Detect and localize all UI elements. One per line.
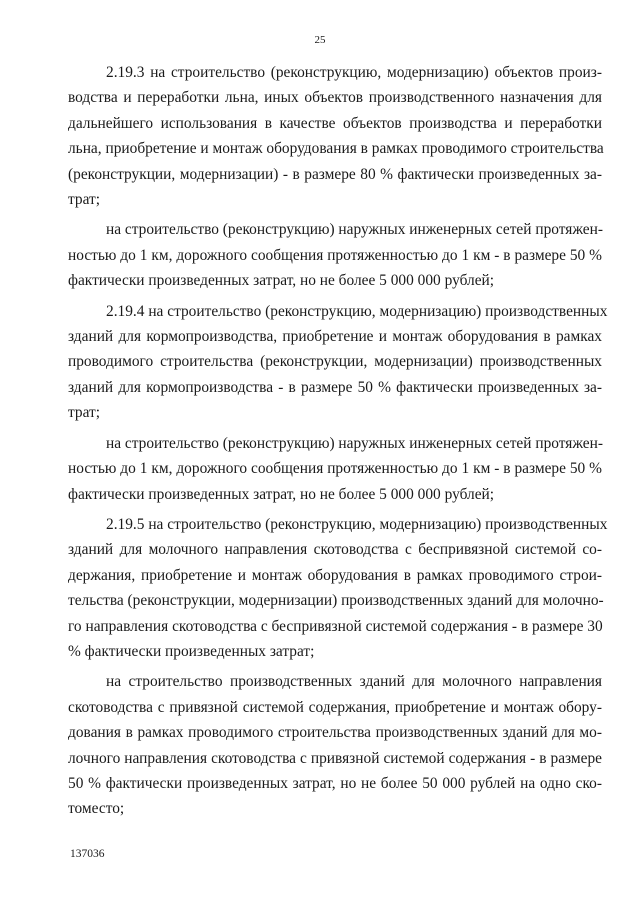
text-line: 2.19.4 на строительство (реконструкцию, модернизацию) производственных bbox=[106, 302, 608, 320]
text-line: (реконструкции, модернизации) - в размере 80 % фактически произведенных за- bbox=[68, 165, 602, 183]
paragraph bbox=[68, 299, 608, 426]
text-line: 50 % фактически произведенных затрат, но не более 50 000 рублей на одно ско- bbox=[68, 774, 602, 792]
document-code: 137036 bbox=[70, 848, 105, 860]
paragraph bbox=[68, 669, 602, 821]
paragraph bbox=[68, 431, 602, 507]
paragraph bbox=[68, 512, 608, 664]
text-line: ностью до 1 км, дорожного сообщения протяженностью до 1 км - в размере 50 % bbox=[68, 246, 602, 264]
text-line: держания, приобретение и монтаж оборудования в рамках проводимого строи- bbox=[68, 566, 602, 584]
text-line: го направления скотоводства с беспривязной системой содержания - в размере 30 bbox=[68, 617, 603, 635]
page-number: 25 bbox=[314, 34, 326, 46]
text-line: на строительство (реконструкцию) наружных инженерных сетей протяжен- bbox=[106, 221, 604, 239]
text-line: томесто; bbox=[68, 800, 125, 818]
text-line: водства и переработки льна, иных объектов производственного назначения для bbox=[68, 89, 602, 107]
text-line: дальнейшего использования в качестве объектов производства и переработки bbox=[68, 114, 602, 132]
text-line: зданий для кормопроизводства - в размере 50 % фактически произведенных за- bbox=[68, 378, 602, 396]
text-line: лочного направления скотоводства с привязной системой содержания - в размере bbox=[68, 749, 602, 767]
document-body bbox=[68, 60, 608, 827]
text-line: на строительство (реконструкцию) наружных инженерных сетей протяжен- bbox=[106, 434, 604, 452]
text-line: трат; bbox=[68, 404, 101, 422]
text-line: скотоводства с привязной системой содержания, приобретение и монтаж обору- bbox=[68, 698, 602, 716]
text-line: тельства (реконструкции, модернизации) производственных зданий для молочно- bbox=[68, 592, 604, 610]
text-line: ностью до 1 км, дорожного сообщения протяженностью до 1 км - в размере 50 % bbox=[68, 460, 602, 478]
text-line: фактически произведенных затрат, но не более 5 000 000 рублей; bbox=[68, 485, 495, 503]
text-line: % фактически произведенных затрат; bbox=[68, 642, 315, 660]
text-line: зданий для кормопроизводства, приобретение и монтаж оборудования в рамках bbox=[68, 328, 602, 346]
paragraph bbox=[68, 217, 602, 293]
text-line: 2.19.3 на строительство (реконструкцию, модернизацию) объектов произ- bbox=[106, 64, 602, 81]
text-line: зданий для молочного направления скотоводства с беспривязной системой со- bbox=[68, 541, 602, 559]
text-line: льна, приобретение и монтаж оборудования в рамках проводимого строительства bbox=[68, 140, 604, 158]
text-line: дования в рамках проводимого строительства производственных зданий для мо- bbox=[68, 724, 602, 742]
text-line: проводимого строительства (реконструкции, модернизации) производственных bbox=[68, 353, 602, 371]
text-line: 2.19.5 на строительство (реконструкцию, модернизацию) производственных bbox=[106, 515, 608, 533]
text-line: трат; bbox=[68, 191, 101, 209]
text-line: фактически произведенных затрат, но не более 5 000 000 рублей; bbox=[68, 272, 495, 290]
paragraph bbox=[68, 60, 602, 212]
text-line: на строительство производственных зданий для молочного направления bbox=[106, 673, 602, 691]
